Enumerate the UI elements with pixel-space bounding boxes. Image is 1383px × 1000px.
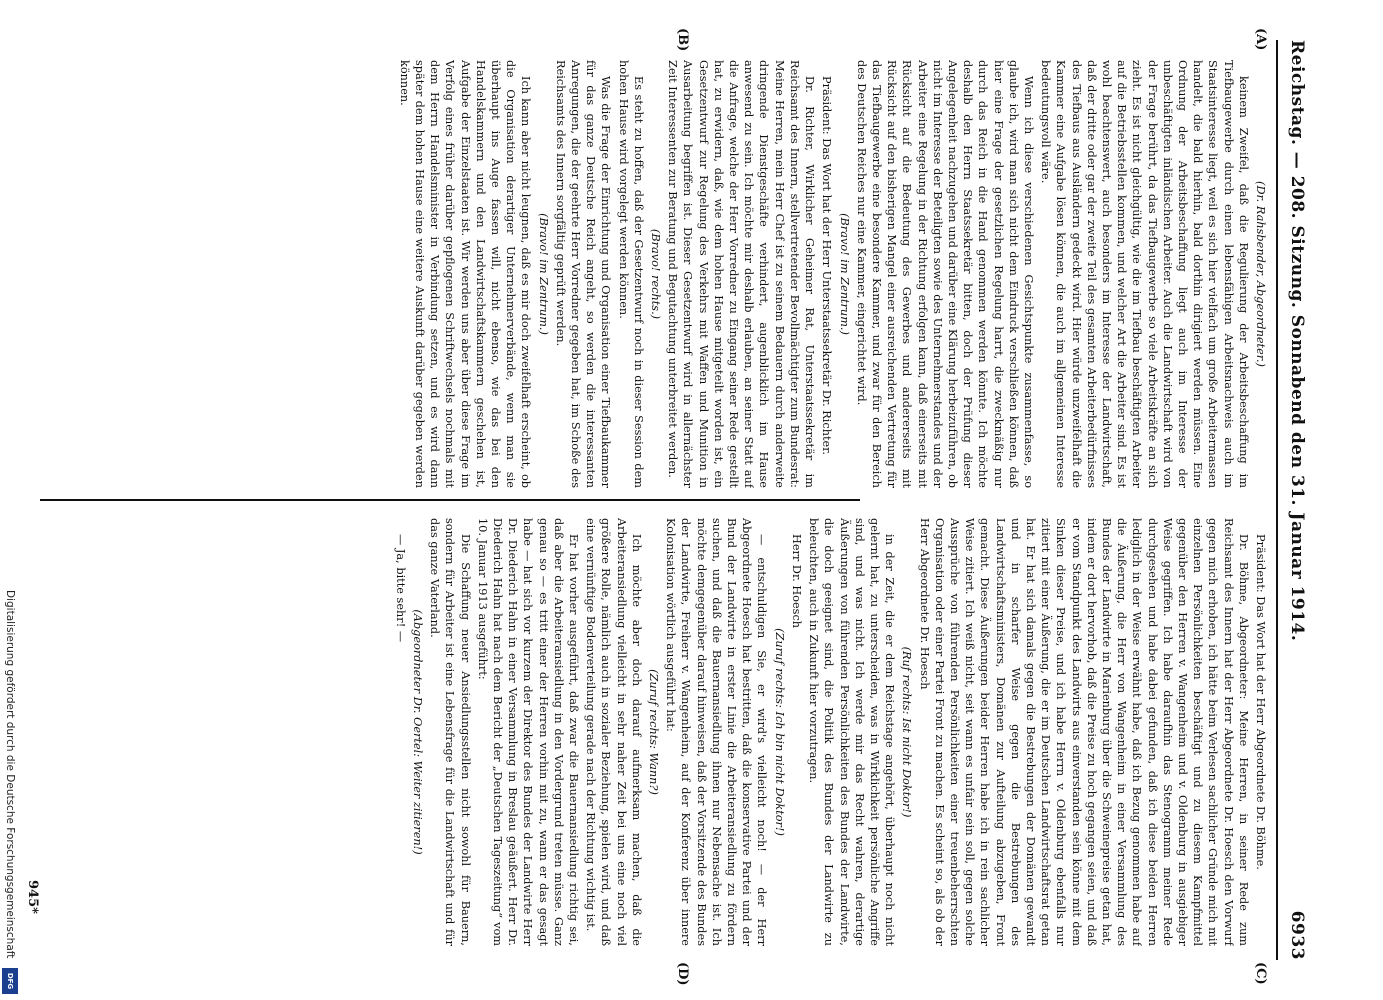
credit-text: Digitalisierung gefördert durch die Deutsche Forschungsgemeinschaft bbox=[4, 590, 16, 959]
applause-note: (Bravo! im Zentrum.) bbox=[536, 213, 550, 335]
paragraph: Herr Dr. Hoesch bbox=[789, 534, 803, 629]
header-page-number: 6933 bbox=[1287, 910, 1307, 960]
applause-note: (Bravo! rechts.) bbox=[649, 228, 663, 320]
column-divider bbox=[40, 499, 860, 501]
interjection: (Zuruf rechts: Wann?) bbox=[647, 669, 661, 795]
speaker-reference: (Dr. Rahsbender, Abgeordneter.) bbox=[1254, 181, 1267, 367]
header-title: Reichstag. — 208. Sitzung. Sonnabend den 31. Januar 1914. bbox=[1287, 40, 1307, 642]
margin-marker-d: (D) bbox=[675, 962, 690, 986]
applause-note: (Bravo! im Zentrum.) bbox=[837, 213, 851, 335]
paragraph: Wenn ich diese verschiedenen Gesichtspunkte zusammenfasse, so glaube ich, wird man sich nicht dem Eindruck verschließen können, daß hier eine Frage der gesetzlichen Regelung harrt, die zweckmäßig nur durch das Reich in die Hand genommen werden könnte. Ich möchte deshalb den Herrn Staatssekretär bitten, doch der Prüfung dieser Angelegenheit nachzugehen und darüber eine Klärung herbeizuführen, ob nicht im Interesse der Beteiligten sowie des Unternehmerstandes und der Arbeiter eine Regelung in der Richtung erfolgen kann, daß einerseits mit Rücksicht auf die Bedeutung des Gewerbes und andererseits mit Rücksicht auf den bisherigen Mangel einer ausreichenden Vertretung für das Tiefbaugewerbe eine besondere Kammer, und zwar für den Bereich des Deutschen Reiches nur eine Kammer, eingerichtet wird. bbox=[854, 60, 1035, 488]
president-remark: Präsident: Das Wort hat der Herr Unterstaatssekretär Dr. Richter. bbox=[820, 76, 834, 455]
paragraph: Ich kann aber nicht leugnen, daß es mir doch zweifelhaft erscheint, ob die Organisation derartiger Unternehmerverbände, wenn man sie überhaupt ins Auge fassen will, nicht ebenso, wie das bei den Handelskammern und den Landwirtschaftskammern geschehen ist, Aufgabe der Einzelstaaten ist. Wir werden uns aber über diese Frage im Verfolg eines früher darüber gepflogenen Schriftwechsels nochmals mit dem Herrn Handelsminister in Verbindung setzen, und es wird dann später dem hohen Hause eine weitere Auskunft darüber gegeben werden können. bbox=[397, 60, 533, 488]
paragraph: keinem Zweifel, daß die Regulierung der Arbeitsbeschaffung im Tiefbaugewerbe durch einen lebensfähigen Arbeitsnachweis auch im Staatsinteresse liegt, weil es sich hier vielfach um große Arbeitermassen handelt, die bald hierhin, bald dorthin dirigiert werden müssen. Eine Ordnung der Arbeitsbeschaffung liegt auch im Interesse der unbeschäftigten inländischen Arbeiter. Auch die Landwirtschaft wird von der Frage berührt, da das Tiefbaugewerbe so viele Arbeitskräfte an sich zieht. Es ist nicht gleichgültig, wie die im Tiefbau beschäftigten Arbeiter auf die Betriebsstellen kommen, und welcher Art die Arbeiter sind. Es ist wohl beachtenswert, auch besonders im Interesse der Landwirtschaft, daß der dritte oder gar der zweite Teil des gesamten Arbeiterbedürfnisses des Tiefbaus aus Ausländern gedeckt wird. Hier würde unzweifelhaft die Kammer eine Aufgabe lösen können, die auch im allgemeinen Interesse bedeutungsvoll wäre. bbox=[1039, 60, 1250, 488]
interjection: (Ruf rechts: Ist nicht Doktor!) bbox=[900, 646, 914, 818]
paragraph: Er hat vorher ausgeführt, daß zwar die Bauernansiedlung richtig sei, daß aber die Arbeiteransiedlung in den Vordergrund treten müsse. Ganz genau so — es tritt einer der Herren vorhin mit zu, wann er das gesagt habe — hat sich vor kurzem der Direktor des Bundes der Landwirte Herr Dr. Diederich Hahn in einer Versammlung in Breslau geäußert. Herr Dr. Diederich Hahn hat nach dem Bericht der „Deutschen Tageszeitung“ vom 10. Januar 1913 ausgeführt: bbox=[475, 518, 581, 946]
margin-marker-c: (C) bbox=[1253, 962, 1268, 985]
quoted-paragraph: Ich möchte aber doch darauf aufmerksam machen, daß die Arbeiteransiedlung vielleicht in sehr naher Zeit bei uns eine noch viel größere Rolle, nämlich auch in sozialer Beziehung, spielen wird, und daß eine vernünftige Bodenverteilung gerade nach der Richtung wichtig ist. bbox=[584, 518, 643, 946]
quoted-paragraph: Die Schaffung neuer Ansiedlungsstellen nicht sowohl für Bauern, sondern für Arbeiter ist eine Lebensfrage für die Landwirtschaft und für das ganze Vaterland. bbox=[428, 518, 472, 946]
digitization-credit bbox=[0, 590, 22, 1000]
margin-marker-b: (B) bbox=[675, 28, 690, 52]
paragraph: in der Zeit, die er dem Reichstage angehört, überhaupt noch nicht gelernt hat, zu unterscheiden, was in Wirklichkeit persönliche Angriffe sind, und was nicht. Ich werde mir das Recht wahren, derartige Äußerungen von führenden Persönlichkeiten des Bundes der Landwirte, die doch geeignet sind, die Politik des Bundes der Landwirte zu beleuchten, auch in Zukunft hier vorzutragen. bbox=[807, 518, 897, 946]
president-remark: Präsident: Das Wort hat der Herr Abgeordnete Dr. Böhme. bbox=[1254, 534, 1267, 870]
margin-marker-a: (A) bbox=[1253, 28, 1268, 51]
footer-page-number: 945* bbox=[25, 880, 40, 914]
paragraph: Es steht zu hoffen, daß der Gesetzentwurf noch in dieser Session dem hohen Hause wird vorgelegt werden können. bbox=[616, 60, 645, 488]
page-header bbox=[1282, 40, 1312, 960]
interjection: (Zuruf rechts: Ich bin nicht Doktor!) bbox=[772, 628, 786, 836]
dfg-logo-text: DFG bbox=[6, 972, 14, 990]
paragraph: — entschuldigen Sie, er wird's vielleicht noch! — der Herr Abgeordnete Hoesch hat bestritten, daß die konservative Partei und der Bund der Landwirte in erster Linie die Arbeiteransiedlung zu fördern suchen, und daß die Bauernansiedlung ihnen nur Nebensache ist. Ich möchte demgegenüber darauf hinweisen, daß der Vorsitzende des Bundes der Landwirte, Freiherr v. Wangenheim, auf der Konferenz über innere Kolonisation wörtlich ausgeführt hat: bbox=[664, 518, 769, 946]
header-rule bbox=[1276, 40, 1278, 960]
interjection: (Abgeordneter Dr. Oertel: Weiter zitieren!) bbox=[411, 609, 425, 855]
right-column bbox=[58, 518, 1268, 946]
paragraph: Dr. Böhme, Abgeordneter: Meine Herren, in seiner Rede zum Reichsamt des Innern hat der Herr Abgeordnete Dr. Hoesch den Vorwurf gegen mich erhoben, ich hätte beim Verlesen sachlicher Gründe mich mit einzelnen Persönlichkeiten beschäftigt und zu diesem Kampfmittel gegenüber den Herren v. Wangenheim und v. Oldenburg in ausgiebiger Weise gegriffen. Ich habe daraufhin das Stenogramm meiner Rede durchgesehen und habe dabei gefunden, daß ich diese beiden Herren lediglich in der Weise erwähnt habe, daß ich Bezug genommen habe auf die Äußerung, die Herr von Wangenheim in einer Versammlung des Bundes der Landwirte in Marienburg über die Schweinepreise getan hat, indem er dort hervorhob, daß die Preise zu hoch gegangen seien, und daß er vom Standpunkt des Landwirts aus einverstanden sein könne mit dem Sinken dieser Preise, und ich habe Herrn v. Oldenburg ebenfalls nur zitiert mit einer Äußerung, die er im Deutschen Landwirtschaftsrat getan hat. Er hat sich damals gegen die Bestrebungen der Domänen gewandt und in scharfer Weise gegen die Bestrebungen des Landwirtschaftsministers, Domänen zur Aufteilung abzugeben, Front gemacht. Diese Äußerungen beider Herren habe ich in rein sachlicher Weise zitiert. Ich weiß nicht, seit wann es unfair sein soll, gegen solche Aussprüche von führenden Persönlichkeiten einer treuenbeherrschten Organisation oder einer Partei Front zu machen. Es scheint so, als ob der Herr Abgeordnete Dr. Hoesch bbox=[917, 518, 1250, 946]
left-column bbox=[58, 60, 1268, 488]
paragraph: Dr. Richter, Wirklicher Geheimer Rat, Unterstaatssekretär im Reichsamt des Innern, stellvertretender Bevollmächtigter zum Bundesrat: Meine Herren, mein Herr Chef ist zu seinem Bedauern durch anderweite dringende Dienstgeschäfte verhindert, augenblicklich im Hause anwesend zu sein. Ich möchte mir deshalb erlauben, an seiner Statt auf die Anfrage, welche der Herr Vorredner zu Eingang seiner Rede gestellt hat, zu erwidern, daß, wie dem hohen Hause mitgeteilt worden ist, ein Gesetzentwurf zur Regelung des Verkehrs mit Waffen und Munition in Ausarbeitung begriffen ist. Dieser Gesetzentwurf wird in allernächster Zeit Interessenten zur Beratung und Begutachtung unterbreitet werden. bbox=[666, 60, 817, 488]
paragraph: — Ja, bitte sehr! — bbox=[393, 534, 407, 643]
dfg-logo bbox=[2, 968, 18, 994]
paragraph: Was die Frage der Einrichtung und Organisation einer Tiefbaukammer für das ganze Deutsche Reich angeht, so werden die interessanten Anregungen, die der geehrte Herr Vorredner gegeben hat, im Schoße des Reichsamts des Innern sorgfältig geprüft werden. bbox=[553, 60, 613, 488]
